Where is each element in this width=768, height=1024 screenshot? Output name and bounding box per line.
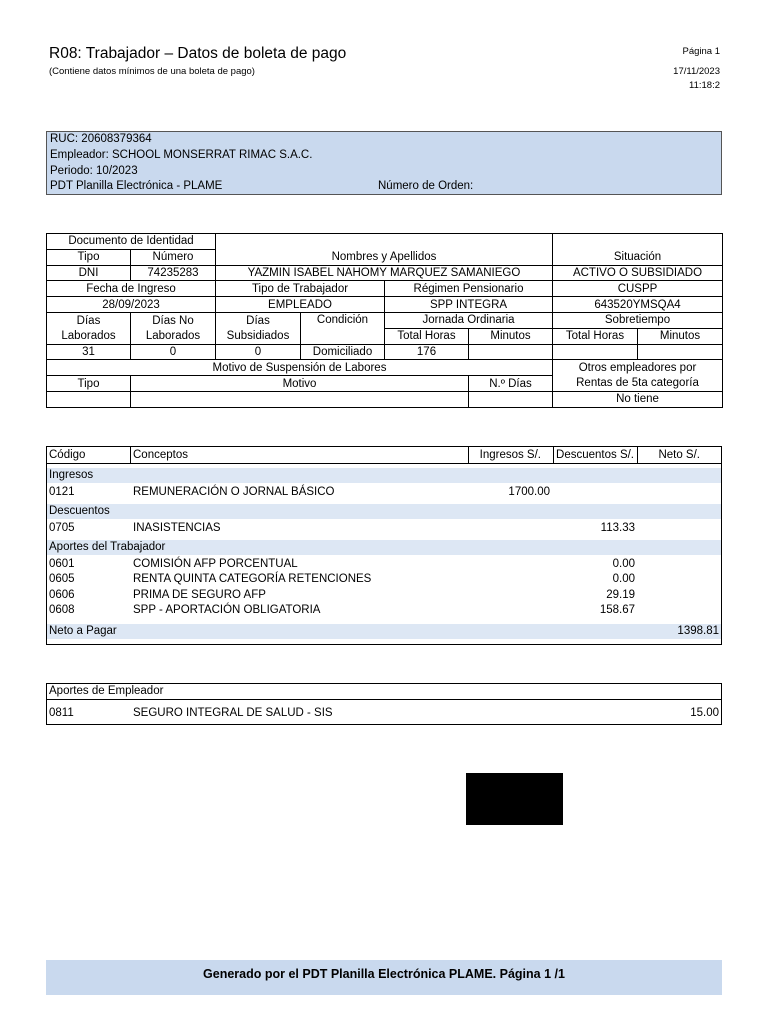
concept-code: 0601 [49, 558, 75, 570]
table-row [47, 603, 721, 618]
concept-code: 0811 [49, 707, 74, 719]
concept-desc: SPP - APORTACIÓN OBLIGATORIA [133, 604, 321, 616]
other-employers-label-2: Rentas de 5ta categoría [553, 376, 723, 392]
concept-desc: PRIMA DE SEGURO AFP [133, 589, 266, 601]
page-subtitle: (Contiene datos mínimos de una boleta de pago) [49, 66, 255, 77]
deduction-amount: 113.33 [600, 522, 635, 534]
doc-type-value: DNI [47, 265, 131, 281]
concept-desc: INASISTENCIAS [133, 522, 221, 534]
table-row [47, 521, 721, 536]
employer-period: Periodo: 10/2023 [50, 165, 138, 177]
worker-data-table [46, 233, 723, 408]
employer-name: Empleador: SCHOOL MONSERRAT RIMAC S.A.C. [50, 149, 313, 161]
cuspp-value: 643520YMSQA4 [553, 297, 723, 313]
concept-desc: SEGURO INTEGRAL DE SALUD - SIS [133, 707, 333, 719]
days-worked-value: 31 [47, 344, 131, 360]
code-column-header: Código [49, 449, 86, 461]
deduction-amount: 0.00 [612, 573, 635, 585]
table-row [47, 572, 721, 587]
employer-contributions-table [46, 683, 722, 725]
deduction-amount: 29.19 [606, 589, 635, 601]
days-subsidized-label-1: Días [216, 312, 301, 328]
names-label: Nombres y Apellidos [216, 249, 553, 265]
worker-type-label: Tipo de Trabajador [216, 281, 385, 297]
report-date: 17/11/2023 [673, 66, 720, 77]
situation-value: ACTIVO O SUBSIDIADO [553, 265, 723, 281]
deductions-column-header: Descuentos S/. [556, 449, 634, 461]
net-pay-row [47, 624, 721, 639]
other-employers-label-1: Otros empleadores por [553, 360, 723, 376]
employer-contributions-label: Aportes de Empleador [49, 685, 164, 697]
days-worked-label-1: Días [47, 312, 131, 328]
doc-identity-header: Documento de Identidad [47, 234, 216, 250]
concept-desc: REMUNERACIÓN O JORNAL BÁSICO [133, 486, 335, 498]
concept-code: 0608 [49, 604, 75, 616]
regular-total-hours-label: Total Horas [385, 328, 469, 344]
employer-source: PDT Planilla Electrónica - PLAME [50, 180, 223, 192]
other-employers-value: No tiene [553, 391, 723, 407]
report-time: 11:18:2 [689, 80, 720, 91]
concept-column-header: Conceptos [133, 449, 188, 461]
table-row [47, 557, 721, 572]
concepts-header [47, 447, 721, 464]
contribution-amount: 15.00 [690, 707, 719, 719]
redacted-block [466, 773, 563, 825]
concept-code: 0705 [49, 522, 75, 534]
page-footer: Generado por el PDT Planilla Electrónica PLAME. Página 1 /1 [46, 960, 722, 995]
deduction-amount: 0.00 [612, 558, 635, 570]
worker-type-value: EMPLEADO [216, 297, 385, 313]
income-section-label: Ingresos [49, 469, 94, 481]
condition-label: Condición [301, 312, 385, 344]
regular-total-hours-value: 176 [385, 344, 469, 360]
suspension-days-label: N.º Días [469, 376, 553, 392]
doc-number-value: 74235283 [131, 265, 216, 281]
concept-code: 0121 [49, 486, 75, 498]
order-number-label: Número de Orden: [378, 180, 474, 192]
table-row [47, 706, 721, 721]
net-pay-label: Neto a Pagar [49, 625, 117, 637]
days-not-worked-value: 0 [131, 344, 216, 360]
pension-regime-label: Régimen Pensionario [385, 281, 553, 297]
days-not-worked-label-2: Laborados [131, 328, 216, 344]
overtime-total-hours-label: Total Horas [553, 328, 638, 344]
cuspp-label: CUSPP [553, 281, 723, 297]
page-title: R08: Trabajador – Datos de boleta de pago [49, 45, 347, 62]
deduction-amount: 158.67 [599, 604, 635, 616]
regular-hours-label: Jornada Ordinaria [385, 312, 553, 328]
concept-desc: RENTA QUINTA CATEGORÍA RETENCIONES [133, 573, 372, 585]
net-column-header: Neto S/. [658, 449, 700, 461]
days-subsidized-value: 0 [216, 344, 301, 360]
table-row [47, 588, 721, 603]
page-number: Página 1 [682, 46, 720, 57]
overtime-label: Sobretiempo [553, 312, 723, 328]
days-worked-label-2: Laborados [47, 328, 131, 344]
condition-value: Domiciliado [301, 344, 385, 360]
deductions-section-label: Descuentos [49, 505, 110, 517]
net-pay-value: 1398.81 [677, 625, 719, 637]
income-column-header: Ingresos S/. [479, 449, 541, 461]
hire-date-value: 28/09/2023 [47, 297, 216, 313]
overtime-minutes-label: Minutos [638, 328, 723, 344]
concept-desc: COMISIÓN AFP PORCENTUAL [133, 558, 298, 570]
hire-date-label: Fecha de Ingreso [47, 281, 216, 297]
suspension-reason-label: Motivo de Suspensión de Labores [47, 360, 553, 376]
income-amount: 1700.00 [508, 486, 550, 498]
days-not-worked-label-1: Días No [131, 312, 216, 328]
doc-type-label: Tipo [47, 249, 131, 265]
doc-number-label: Número [131, 249, 216, 265]
days-subsidized-label-2: Subsidiados [216, 328, 301, 344]
employer-info-box [46, 131, 722, 195]
concepts-table [46, 446, 722, 645]
worker-full-name: YAZMIN ISABEL NAHOMY MARQUEZ SAMANIEGO [216, 265, 553, 281]
concept-code: 0606 [49, 589, 75, 601]
concept-code: 0605 [49, 573, 75, 585]
situation-label: Situación [553, 249, 723, 265]
suspension-motive-label: Motivo [131, 376, 469, 392]
suspension-type-label: Tipo [47, 376, 131, 392]
table-row [47, 485, 721, 500]
worker-contributions-label: Aportes del Trabajador [49, 541, 166, 553]
regular-minutes-label: Minutos [469, 328, 553, 344]
employer-ruc: RUC: 20608379364 [50, 133, 152, 145]
pension-regime-value: SPP INTEGRA [385, 297, 553, 313]
